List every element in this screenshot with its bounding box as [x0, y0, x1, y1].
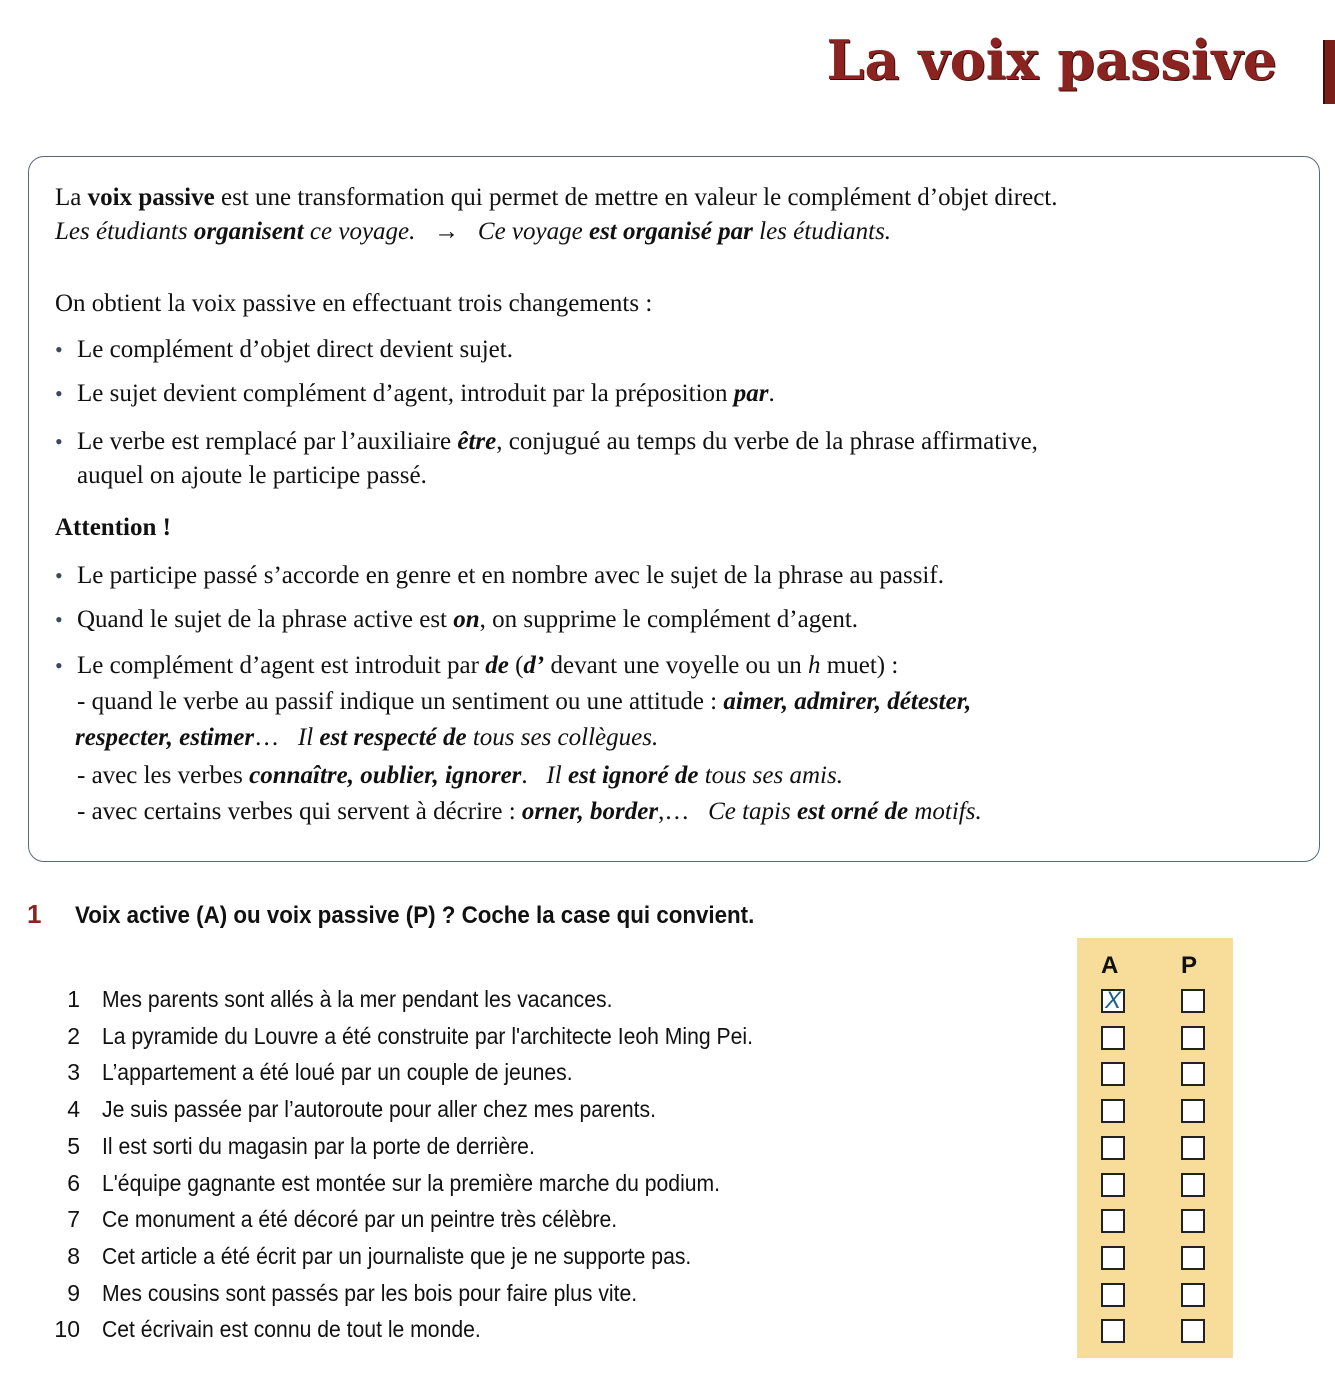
emphasis-text: aimer, admirer, détester,: [723, 688, 972, 715]
answer-panel: [1077, 938, 1233, 1358]
exercise-item: [40, 1170, 774, 1197]
checkbox-passive[interactable]: [1181, 1209, 1205, 1233]
item-sentence: Ce monument a été décoré par un peintre très célèbre.: [102, 1206, 618, 1233]
item-sentence: Cet écrivain est connu de tout le monde.: [102, 1316, 481, 1343]
checkbox-active[interactable]: [1101, 1246, 1125, 1270]
bullet-icon: •: [55, 607, 63, 632]
rule-intro: [55, 185, 1057, 210]
body-text: La: [55, 184, 88, 211]
exercise-item: [40, 1316, 514, 1343]
body-text: est une transformation qui permet de mettre en valeur le complément d’objet direct.: [214, 184, 1058, 211]
checkbox-passive[interactable]: [1181, 1283, 1205, 1307]
exercise-number: 1: [27, 899, 42, 929]
item-sentence: Il est sorti du magasin par la porte de derrière.: [102, 1132, 535, 1159]
column-header-passive: P: [1181, 952, 1198, 979]
de-case: [75, 725, 658, 750]
column-header-active: A: [1101, 952, 1119, 979]
bullet-icon: •: [55, 653, 63, 678]
body-text: (: [508, 652, 524, 679]
checkbox-active[interactable]: [1101, 1136, 1125, 1160]
emphasis-text: est organisé par: [588, 218, 753, 245]
example-text: motifs.: [908, 798, 982, 825]
exercise-item: [40, 1133, 572, 1160]
item-number: 5: [67, 1132, 80, 1159]
body-text: Le complément d’objet direct devient sujet.: [77, 336, 513, 363]
item-number: 6: [67, 1169, 80, 1196]
change-item: [55, 337, 513, 362]
item-sentence: Je suis passée par l’autoroute pour aller chez mes parents.: [102, 1096, 656, 1123]
grammar-rule-box: [28, 156, 1320, 862]
checkbox-active[interactable]: [1101, 1173, 1125, 1197]
body-text: , conjugué au temps du verbe de la phrase affirmative,: [496, 428, 1038, 455]
body-text: , on supprime le complément d’agent.: [479, 606, 859, 633]
body-text: devant une voyelle ou un: [544, 652, 809, 679]
emphasis-text: orner, border: [521, 798, 659, 825]
bullet-icon: •: [55, 429, 63, 454]
body-text: ,…: [658, 798, 709, 825]
emphasis-text: d’: [523, 652, 545, 679]
checkbox-passive[interactable]: [1181, 989, 1205, 1013]
de-case: [77, 763, 843, 788]
emphasis-text: par: [733, 380, 769, 407]
example-text: Les étudiants: [55, 218, 194, 245]
emphasis-text: est ignoré de: [567, 762, 699, 789]
item-sentence: L'équipe gagnante est montée sur la première marche du podium.: [102, 1169, 721, 1196]
changes-intro: On obtient la voix passive en effectuant trois changements :: [55, 290, 653, 317]
item-number: 8: [67, 1242, 80, 1269]
exercise-item: [40, 1206, 662, 1233]
checkbox-passive[interactable]: [1181, 1136, 1205, 1160]
body-text: Quand le sujet de la phrase active est: [77, 606, 454, 633]
item-number: 2: [67, 1022, 80, 1049]
emphasis-text: respecter, estimer: [75, 724, 255, 751]
checkbox-active[interactable]: [1101, 1319, 1125, 1343]
title-accent-bar: [1323, 40, 1335, 104]
example-text: tous ses collègues.: [466, 724, 659, 751]
body-text: - quand le verbe au passif indique un sentiment ou une attitude :: [77, 688, 724, 715]
checkbox-active[interactable]: [1101, 1209, 1125, 1233]
example-text: les étudiants.: [752, 218, 892, 245]
emphasis-text: être: [457, 428, 497, 455]
attention-item: [55, 653, 898, 678]
emphasis-text: connaître, oublier, ignorer: [249, 762, 522, 789]
item-number: 10: [54, 1316, 80, 1343]
emphasis-text: voix passive: [87, 184, 215, 211]
change-item: [55, 381, 775, 406]
body-text: Le complément d’agent est introduit par: [77, 652, 486, 679]
checkbox-active[interactable]: [1101, 1099, 1125, 1123]
de-case: [77, 689, 971, 714]
checkbox-active[interactable]: [1101, 1026, 1125, 1050]
checkbox-active[interactable]: [1101, 1062, 1125, 1086]
bullet-icon: •: [55, 381, 63, 406]
checkbox-passive[interactable]: [1181, 1319, 1205, 1343]
body-text: - avec les verbes: [77, 762, 250, 789]
checkbox-passive[interactable]: [1181, 1246, 1205, 1270]
bullet-icon: •: [55, 337, 63, 362]
example-text: Il: [546, 762, 568, 789]
checkbox-passive[interactable]: [1181, 1173, 1205, 1197]
page-title: La voix passive: [826, 28, 1277, 92]
change-item-continued: auquel on ajoute le participe passé.: [77, 462, 427, 489]
item-number: 4: [67, 1096, 80, 1123]
attention-item: [55, 563, 944, 588]
item-sentence: Cet article a été écrit par un journaliste que je ne supporte pas.: [102, 1242, 692, 1269]
item-number: 1: [67, 986, 80, 1012]
rule-example: [55, 219, 891, 244]
exercise-item: [40, 1059, 614, 1086]
exercise-item: [40, 1096, 704, 1123]
item-number: 7: [67, 1206, 80, 1233]
body-text: Le verbe est remplacé par l’auxiliaire: [77, 428, 458, 455]
exercise-instruction: Voix active (A) ou voix passive (P) ? Coche la case qui convient.: [75, 902, 755, 929]
example-text: Ce tapis: [708, 798, 797, 825]
example-text: Il: [297, 724, 320, 751]
body-text: muet) :: [820, 652, 899, 679]
emphasis-text: est respecté de: [319, 724, 467, 751]
emphasis-text: de: [485, 652, 509, 679]
body-text: Le participe passé s’accorde en genre et en nombre avec le sujet de la phrase au passif.: [77, 562, 944, 589]
body-text: - avec certains verbes qui servent à décrire :: [77, 798, 522, 825]
change-item: [55, 429, 1038, 454]
body-text: …: [254, 724, 298, 751]
example-text: h: [808, 652, 821, 679]
item-sentence: Mes cousins sont passés par les bois pour faire plus vite.: [102, 1279, 638, 1306]
exercise-item: [40, 986, 657, 1013]
emphasis-text: organisent: [193, 218, 304, 245]
attention-heading: Attention !: [55, 514, 171, 541]
attention-item: [55, 607, 858, 632]
checkbox-passive[interactable]: [1181, 1062, 1205, 1086]
exercise-item: [40, 1243, 743, 1270]
emphasis-text: est orné de: [796, 798, 909, 825]
item-number: 3: [67, 1059, 80, 1086]
checkbox-active[interactable]: [1101, 1283, 1125, 1307]
checkbox-passive[interactable]: [1181, 1099, 1205, 1123]
body-text: .: [521, 762, 547, 789]
item-number: 9: [67, 1279, 80, 1306]
checkbox-passive[interactable]: [1181, 1026, 1205, 1050]
example-text: tous ses amis.: [698, 762, 843, 789]
bullet-icon: •: [55, 563, 63, 588]
exercise-item: [40, 1023, 810, 1050]
item-sentence: L’appartement a été loué par un couple de jeunes.: [102, 1059, 573, 1086]
checkbox-active[interactable]: X: [1101, 989, 1125, 1013]
emphasis-text: on: [453, 606, 480, 633]
body-text: .: [768, 380, 775, 407]
item-sentence: Mes parents sont allés à la mer pendant les vacances.: [102, 986, 613, 1012]
body-text: Le sujet devient complément d’agent, introduit par la préposition: [77, 380, 734, 407]
example-text: ce voyage. → Ce voyage: [303, 218, 589, 245]
exercise-item: [40, 1280, 684, 1307]
de-case: [77, 799, 982, 824]
item-sentence: La pyramide du Louvre a été construite par l'architecte Ieoh Ming Pei.: [102, 1022, 753, 1049]
